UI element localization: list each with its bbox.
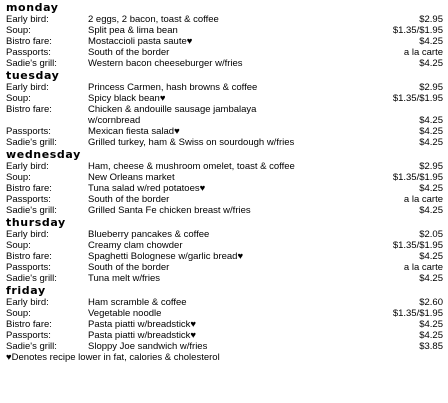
menu-price: $4.25 bbox=[419, 126, 443, 137]
menu-row bbox=[0, 58, 448, 69]
menu-row bbox=[0, 137, 448, 148]
menu-row bbox=[0, 183, 448, 194]
menu-row bbox=[0, 25, 448, 36]
menu-item: Pasta piatti w/breadstick♥ bbox=[88, 319, 197, 330]
menu-item: South of the border bbox=[88, 262, 170, 273]
menu-category: Passports: bbox=[6, 47, 51, 58]
menu-category: Bistro fare: bbox=[6, 319, 52, 330]
menu-category: Bistro fare: bbox=[6, 183, 52, 194]
menu-category: Sadie's grill: bbox=[6, 205, 57, 216]
menu-price: $4.25 bbox=[419, 137, 443, 148]
day-header-monday: monday bbox=[6, 1, 59, 14]
menu-row bbox=[0, 82, 448, 93]
menu-price: $1.35/$1.95 bbox=[392, 172, 443, 183]
menu-row bbox=[0, 14, 448, 25]
menu-category: Early bird: bbox=[6, 82, 49, 93]
menu-item: Mostaccioli pasta saute♥ bbox=[88, 36, 193, 47]
menu-price: $2.95 bbox=[419, 82, 443, 93]
menu-item: Chicken & andouille sausage jambalaya bbox=[88, 104, 257, 115]
menu-row bbox=[0, 262, 448, 273]
menu-row bbox=[0, 126, 448, 137]
menu-price: $1.35/$1.95 bbox=[392, 308, 443, 319]
menu-price: $2.95 bbox=[419, 161, 443, 172]
menu-item: New Orleans market bbox=[88, 172, 175, 183]
menu-price: $2.05 bbox=[419, 229, 443, 240]
menu-price: a la carte bbox=[403, 262, 443, 273]
menu-item: Western bacon cheeseburger w/fries bbox=[88, 58, 243, 69]
menu-row bbox=[0, 341, 448, 352]
menu-row bbox=[0, 319, 448, 330]
menu-price: $4.25 bbox=[419, 36, 443, 47]
menu-price: a la carte bbox=[403, 194, 443, 205]
menu-item: 2 eggs, 2 bacon, toast & coffee bbox=[88, 14, 219, 25]
menu-price: $3.85 bbox=[419, 341, 443, 352]
menu-category: Early bird: bbox=[6, 161, 49, 172]
menu-category: Passports: bbox=[6, 262, 51, 273]
menu-price: $4.25 bbox=[419, 58, 443, 69]
menu-item: Princess Carmen, hash browns & coffee bbox=[88, 82, 258, 93]
menu-category: Soup: bbox=[6, 172, 31, 183]
menu-price: $4.25 bbox=[419, 251, 443, 262]
day-header-thursday: thursday bbox=[6, 216, 66, 229]
menu-item: Creamy clam chowder bbox=[88, 240, 183, 251]
menu-item: Split pea & lima bean bbox=[88, 25, 178, 36]
menu-item: Spaghetti Bolognese w/garlic bread♥ bbox=[88, 251, 244, 262]
menu-category: Bistro fare: bbox=[6, 251, 52, 262]
menu-item: Mexican fiesta salad♥ bbox=[88, 126, 180, 137]
menu-price: $4.25 bbox=[419, 205, 443, 216]
menu-category: Sadie's grill: bbox=[6, 58, 57, 69]
menu-price: a la carte bbox=[403, 47, 443, 58]
menu-item: Spicy black bean♥ bbox=[88, 93, 166, 104]
menu-price: $2.60 bbox=[419, 297, 443, 308]
menu-row bbox=[0, 297, 448, 308]
menu-category: Bistro fare: bbox=[6, 36, 52, 47]
menu-row bbox=[0, 161, 448, 172]
menu-row bbox=[0, 251, 448, 262]
menu-category: Early bird: bbox=[6, 14, 49, 25]
menu-item: Sloppy Joe sandwich w/fries bbox=[88, 341, 208, 352]
menu-row bbox=[0, 115, 448, 126]
menu-category: Early bird: bbox=[6, 229, 49, 240]
menu-item: South of the border bbox=[88, 194, 170, 205]
menu-category: Passports: bbox=[6, 194, 51, 205]
menu-row bbox=[0, 104, 448, 115]
menu-category: Soup: bbox=[6, 25, 31, 36]
menu-item: Tuna melt w/fries bbox=[88, 273, 160, 284]
menu-price: $1.35/$1.95 bbox=[392, 93, 443, 104]
menu-item: South of the border bbox=[88, 47, 170, 58]
menu-row bbox=[0, 36, 448, 47]
menu-category: Early bird: bbox=[6, 297, 49, 308]
menu-price: $4.25 bbox=[419, 115, 443, 126]
menu-item: w/cornbread bbox=[88, 115, 141, 126]
menu-price: $4.25 bbox=[419, 273, 443, 284]
menu-row bbox=[0, 194, 448, 205]
menu-row bbox=[0, 93, 448, 104]
menu-category: Soup: bbox=[6, 308, 31, 319]
menu-price: $1.35/$1.95 bbox=[392, 240, 443, 251]
menu-price: $4.25 bbox=[419, 319, 443, 330]
menu-item: Pasta piatti w/breadstick♥ bbox=[88, 330, 197, 341]
menu-category: Sadie's grill: bbox=[6, 341, 57, 352]
menu-row bbox=[0, 308, 448, 319]
menu-item: Grilled Santa Fe chicken breast w/fries bbox=[88, 205, 251, 216]
menu-item: Ham, cheese & mushroom omelet, toast & coffee bbox=[88, 161, 295, 172]
menu-row bbox=[0, 330, 448, 341]
menu-item: Blueberry pancakes & coffee bbox=[88, 229, 210, 240]
menu-price: $1.35/$1.95 bbox=[392, 25, 443, 36]
menu-item: Ham scramble & coffee bbox=[88, 297, 187, 308]
menu-category: Sadie's grill: bbox=[6, 273, 57, 284]
menu-category: Soup: bbox=[6, 240, 31, 251]
day-header-friday: friday bbox=[6, 284, 46, 297]
menu-price: $4.25 bbox=[419, 183, 443, 194]
menu-row bbox=[0, 172, 448, 183]
menu-category: Sadie's grill: bbox=[6, 137, 57, 148]
menu-row bbox=[0, 205, 448, 216]
menu-row bbox=[0, 229, 448, 240]
menu-row bbox=[0, 47, 448, 58]
day-header-tuesday: tuesday bbox=[6, 69, 60, 82]
menu-category: Bistro fare: bbox=[6, 104, 52, 115]
menu-item: Tuna salad w/red potatoes♥ bbox=[88, 183, 206, 194]
day-header-wednesday: wednesday bbox=[6, 148, 81, 161]
footnote: ♥Denotes recipe lower in fat, calories & cholesterol bbox=[6, 352, 220, 363]
menu-price: $4.25 bbox=[419, 330, 443, 341]
menu-category: Passports: bbox=[6, 330, 51, 341]
menu-category: Passports: bbox=[6, 126, 51, 137]
menu-price: $2.95 bbox=[419, 14, 443, 25]
menu-item: Grilled turkey, ham & Swiss on sourdough w/fries bbox=[88, 137, 295, 148]
menu-row bbox=[0, 273, 448, 284]
menu-item: Vegetable noodle bbox=[88, 308, 162, 319]
menu-category: Soup: bbox=[6, 93, 31, 104]
menu-row bbox=[0, 240, 448, 251]
